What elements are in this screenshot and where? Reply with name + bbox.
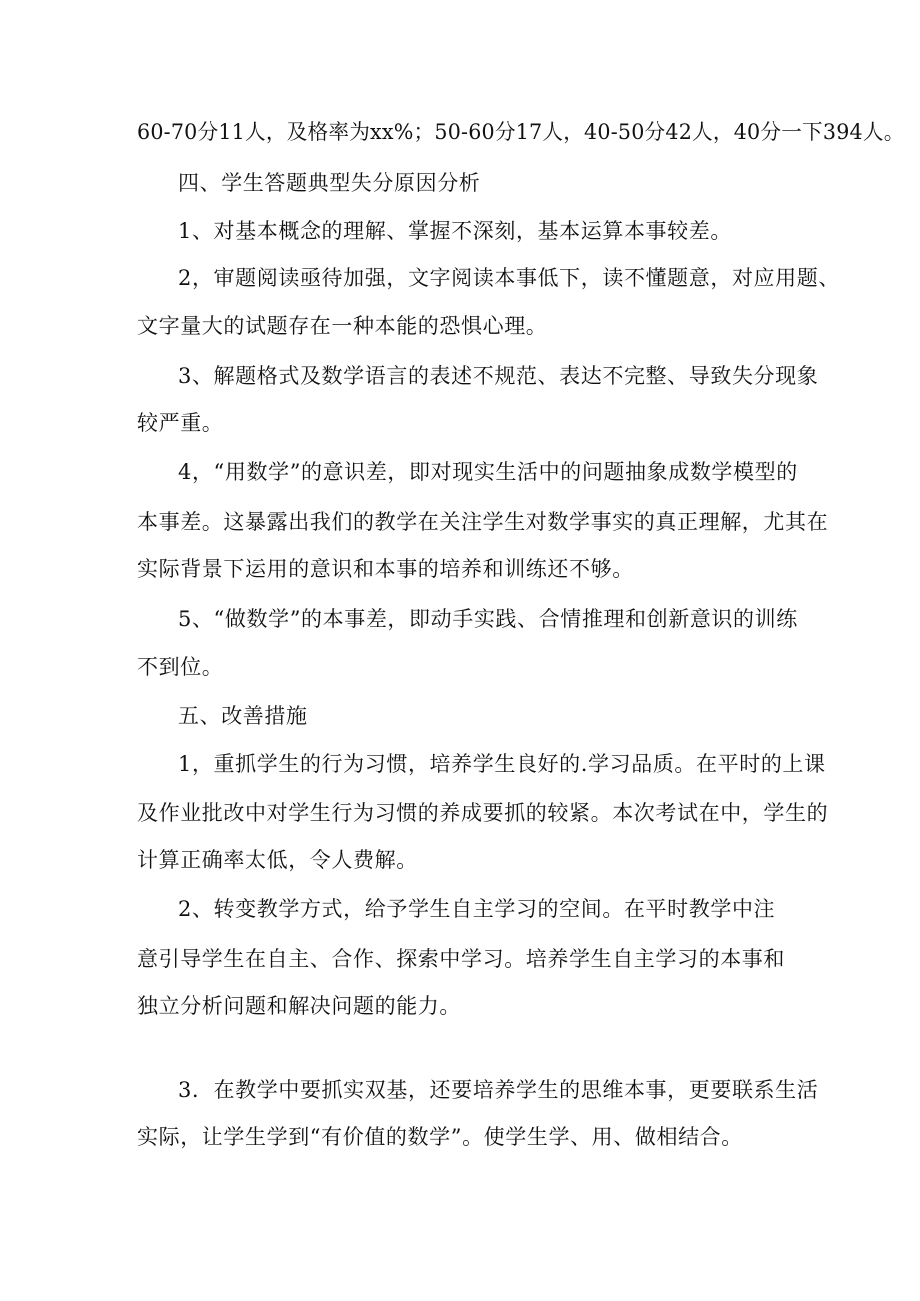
paragraph-line: 实际背景下运用的意识和本事的培养和训练还不够。 bbox=[137, 557, 634, 581]
paragraph-line: 独立分析问题和解决问题的能力。 bbox=[137, 994, 461, 1018]
section-heading-4: 四、学生答题典型失分原因分析 bbox=[178, 171, 481, 195]
paragraph-line: 1，重抓学生的行为习惯，培养学生良好的.学习品质。在平时的上课 bbox=[178, 752, 826, 776]
paragraph-line: 2、转变教学方式，给予学生自主学习的空间。在平时教学中注 bbox=[178, 897, 776, 921]
paragraph-line: 意引导学生在自主、合作、探索中学习。培养学生自主学习的本事和 bbox=[137, 947, 785, 971]
paragraph-line: 2，审题阅读亟待加强，文字阅读本事低下，读不懂题意，对应用题、 bbox=[178, 266, 840, 290]
paragraph-line: 5、“做数学”的本事差，即动手实践、合情推理和创新意识的训练 bbox=[178, 607, 798, 631]
paragraph-line: 本事差。这暴露出我们的教学在关注学生对数学事实的真正理解，尤其在 bbox=[137, 510, 829, 534]
paragraph-line: 不到位。 bbox=[137, 655, 224, 679]
paragraph-line: 3．在教学中要抓实双基，还要培养学生的思维本事，更要联系生活 bbox=[178, 1078, 819, 1102]
paragraph-line: 4，“用数学”的意识差，即对现实生活中的问题抽象成数学模型的 bbox=[178, 460, 798, 484]
paragraph-line: 3、解题格式及数学语言的表述不规范、表达不完整、导致失分现象 bbox=[178, 364, 819, 388]
paragraph-line: 1、对基本概念的理解、掌握不深刻，基本运算本事较差。 bbox=[178, 219, 732, 243]
score-distribution-line: 60-70分11人，及格率为xx%；50-60分17人，40-50分42人，40分一下394人。 bbox=[137, 120, 905, 144]
paragraph-line: 计算正确率太低，令人费解。 bbox=[137, 848, 418, 872]
paragraph-line: 较严重。 bbox=[137, 411, 224, 435]
paragraph-line: 实际，让学生学到“有价值的数学”。使学生学、用、做相结合。 bbox=[137, 1125, 743, 1149]
paragraph-line: 文字量大的试题存在一种本能的恐惧心理。 bbox=[137, 314, 548, 338]
paragraph-line: 及作业批改中对学生行为习惯的养成要抓的较紧。本次考试在中，学生的 bbox=[137, 801, 829, 825]
section-heading-5: 五、改善措施 bbox=[178, 704, 308, 728]
